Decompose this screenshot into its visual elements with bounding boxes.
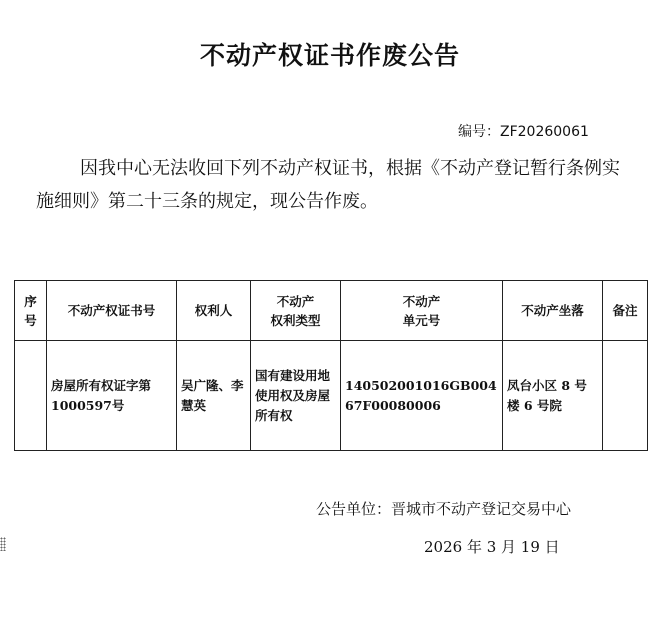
cell-owner: 吴广隆、李慧英 (177, 341, 251, 451)
cell-right-type: 国有建设用地使用权及房屋所有权 (251, 341, 341, 451)
issuer-signature: 公告单位：晋城市不动产登记交易中心 (316, 500, 572, 518)
notice-title: 不动产权证书作废公告 (199, 41, 460, 70)
margin-dots-mark (0, 537, 6, 551)
cell-cert-no: 房屋所有权证字第1000597号 (47, 341, 177, 451)
certificate-table (14, 280, 648, 451)
cell-location: 凤台小区 8 号楼 6 号院 (503, 341, 603, 451)
header-location: 不动产坐落 (503, 281, 603, 341)
table-row (15, 341, 648, 451)
document-number: 编号：ZF20260061 (458, 124, 589, 140)
header-unit-no: 不动产 单元号 (341, 281, 503, 341)
header-cert-no: 不动产权证书号 (47, 281, 177, 341)
cell-unit-no: 140502001016GB00467F00080006 (341, 341, 503, 451)
cell-seq (15, 341, 47, 451)
table-header-row (15, 281, 648, 341)
header-owner: 权利人 (177, 281, 251, 341)
header-seq: 序 号 (15, 281, 47, 341)
notice-body-text: 因我中心无法收回下列不动产权证书，根据《不动产登记暂行条例实施细则》第二十三条的规定，现公告作废。 (36, 158, 620, 212)
header-remark: 备注 (603, 281, 648, 341)
cell-remark (603, 341, 648, 451)
notice-date: 2026 年 3 月 19 日 (424, 538, 560, 556)
header-right-type: 不动产 权利类型 (251, 281, 341, 341)
